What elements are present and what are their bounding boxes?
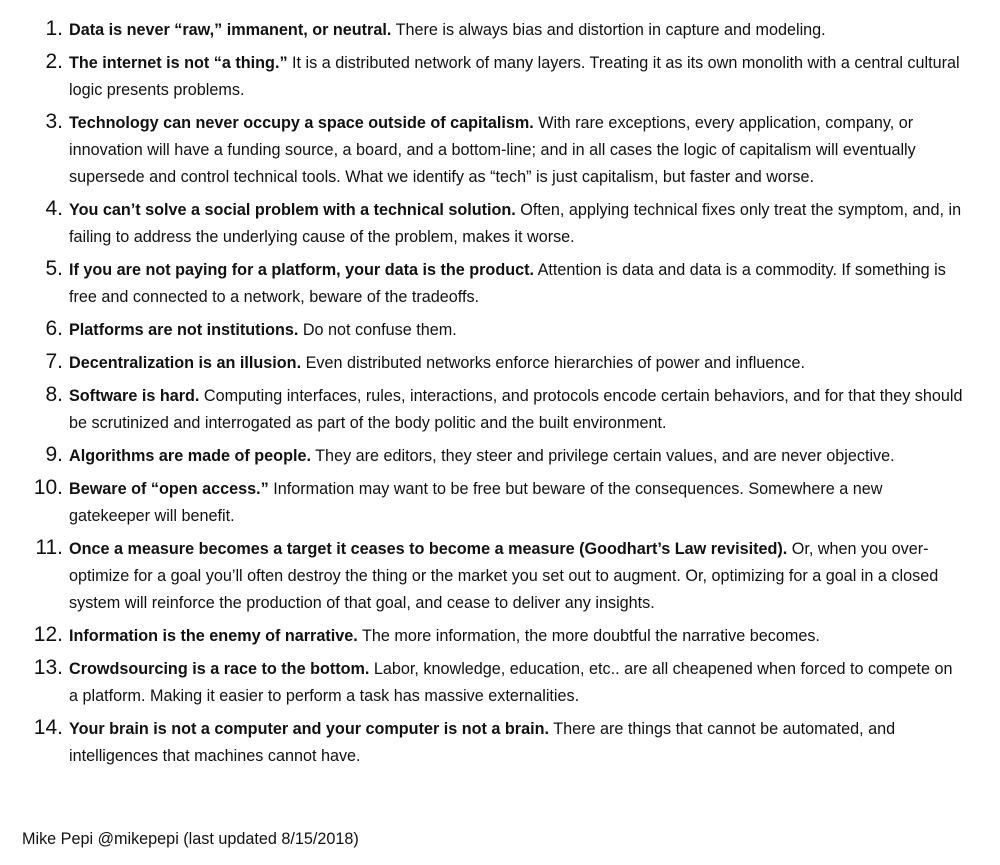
item-explanation: With rare exceptions, every application, company, or innovation will have a funding source, a board, and a bottom-line; and in all cases the logic of capitalism will eventually supersede and control technical tools. What we identify as “tech” is just capitalism, but faster and worse.: [69, 114, 916, 186]
list-item: [0, 476, 1000, 530]
item-claim: Technology can never occupy a space outside of capitalism.: [69, 114, 534, 132]
list-item: [0, 716, 1000, 770]
item-number: 2.: [45, 50, 63, 73]
list-item: [0, 350, 1000, 377]
list-item: [0, 383, 1000, 437]
item-explanation: Often, applying technical fixes only treat the symptom, and, in failing to address the underlying cause of the problem, makes it worse.: [69, 201, 962, 246]
item-number: 7.: [45, 350, 63, 373]
list-item: [0, 536, 1000, 617]
item-number: 11.: [35, 536, 63, 559]
item-claim: Crowdsourcing is a race to the bottom.: [69, 660, 370, 678]
list-item: [0, 443, 1000, 470]
item-number: 13.: [33, 656, 63, 679]
item-claim: Data is never “raw,” immanent, or neutral.: [69, 21, 392, 39]
item-explanation: They are editors, they steer and privilege certain values, and are never objective.: [310, 447, 895, 465]
item-explanation: Computing interfaces, rules, interactions, and protocols encode certain behaviors, and for that they should be scrutinized and interrogated as part of the body politic and the built environment.: [69, 387, 963, 432]
item-number: 4.: [45, 197, 63, 220]
item-explanation: Information may want to be free but beware of the consequences. Somewhere a new gatekeeper will benefit.: [69, 480, 883, 525]
list-item: [0, 110, 1000, 191]
item-explanation: Or, when you over-optimize for a goal you’ll often destroy the thing or the market you set out to augment. Or, optimizing for a goal in a closed system will reinforce the production of that goal, and cease to deliver any insights.: [69, 540, 939, 612]
list-item: [0, 257, 1000, 311]
item-number: 1.: [45, 17, 63, 40]
item-explanation: It is a distributed network of many layers. Treating it as its own monolith with a central cultural logic presents problems.: [69, 54, 960, 99]
list-item: [0, 317, 1000, 344]
item-claim: Decentralization is an illusion.: [69, 354, 302, 372]
item-number: 5.: [45, 257, 63, 280]
item-claim: Software is hard.: [69, 387, 200, 405]
list-item: [0, 623, 1000, 650]
item-claim: Your brain is not a computer and your computer is not a brain.: [69, 720, 549, 738]
item-claim: If you are not paying for a platform, your data is the product.: [69, 261, 534, 279]
item-explanation: There are things that cannot be automated, and intelligences that machines cannot have.: [69, 720, 896, 765]
item-number: 8.: [45, 383, 63, 406]
item-claim: Information is the enemy of narrative.: [69, 627, 358, 645]
principles-list: [0, 17, 1000, 776]
item-number: 12.: [33, 623, 63, 646]
item-explanation: There is always bias and distortion in capture and modeling.: [391, 21, 826, 39]
item-number: 3.: [45, 110, 63, 133]
item-explanation: Even distributed networks enforce hierarchies of power and influence.: [301, 354, 805, 372]
item-number: 9.: [45, 443, 63, 466]
list-item: [0, 197, 1000, 251]
item-claim: The internet is not “a thing.”: [69, 54, 288, 72]
item-claim: Platforms are not institutions.: [69, 321, 299, 339]
item-claim: Once a measure becomes a target it ceases to become a measure (Goodhart’s Law revisited).: [69, 540, 788, 558]
item-number: 14.: [33, 716, 63, 739]
item-explanation: Labor, knowledge, education, etc.. are all cheapened when forced to compete on a platform. Making it easier to perform a task has massive externalities.: [69, 660, 953, 705]
item-number: 10.: [33, 476, 63, 499]
item-number: 6.: [45, 317, 63, 340]
list-item: [0, 656, 1000, 710]
item-claim: You can’t solve a social problem with a technical solution.: [69, 201, 516, 219]
item-explanation: Attention is data and data is a commodity. If something is free and connected to a network, beware of the tradeoffs.: [69, 261, 946, 306]
item-claim: Algorithms are made of people.: [69, 447, 311, 465]
list-item: [0, 50, 1000, 104]
author-credit: Mike Pepi @mikepepi (last updated 8/15/2018): [22, 830, 359, 848]
item-claim: Beware of “open access.”: [69, 480, 269, 498]
item-explanation: The more information, the more doubtful the narrative becomes.: [357, 627, 820, 645]
list-item: [0, 17, 1000, 44]
item-explanation: Do not confuse them.: [298, 321, 457, 339]
